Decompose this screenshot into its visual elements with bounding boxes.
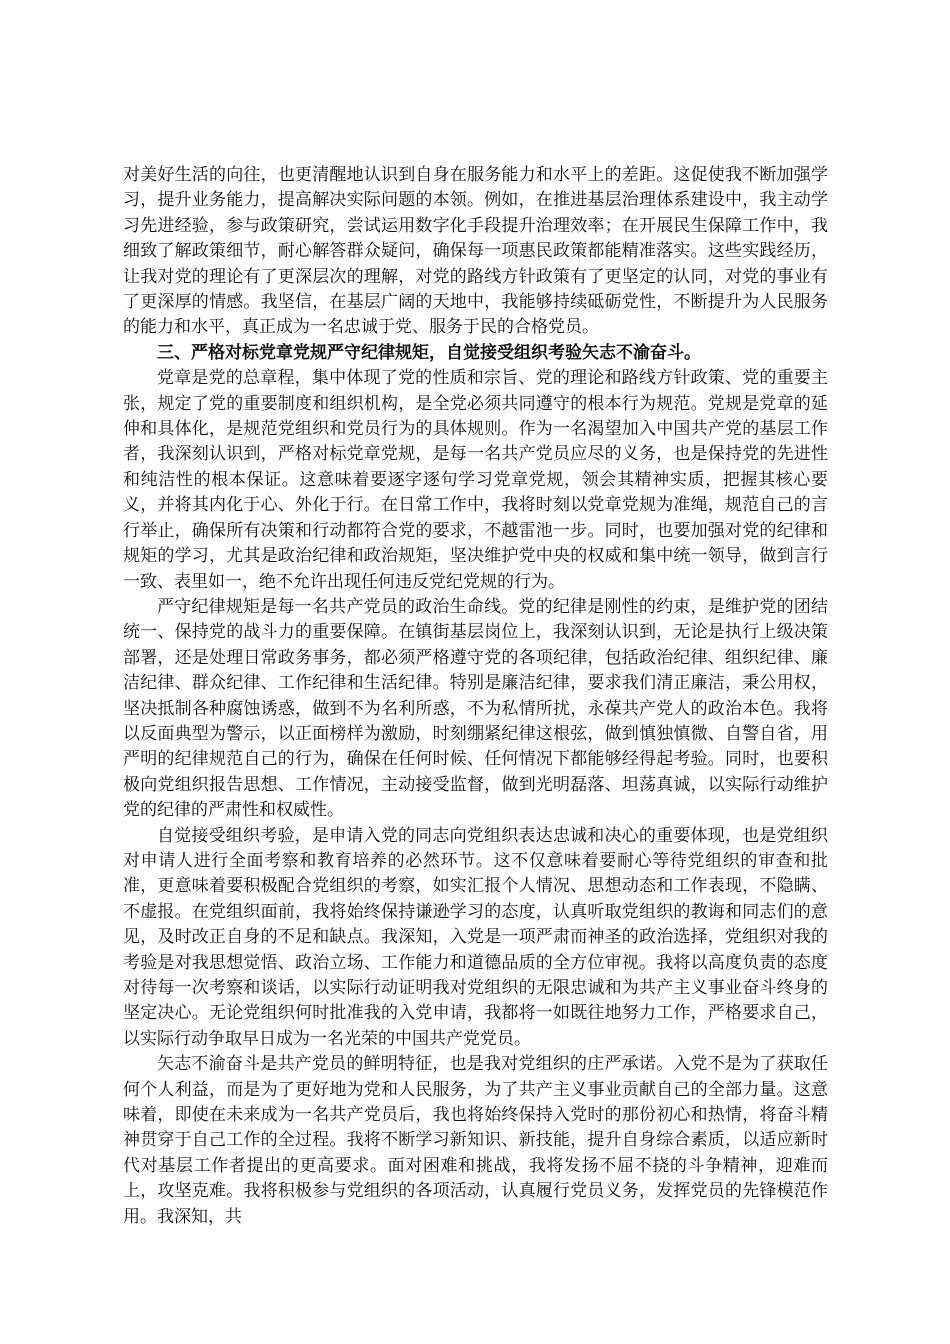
paragraph-continuation: 对美好生活的向往，也更清醒地认识到自身在服务能力和水平上的差距。这促使我不断加强学习，提升业务能力，提高解决实际问题的本领。例如，在推进基层治理体系建设中，我主动学习先进经验，参与政策研究，尝试运用数字化手段提升治理效率；在开展民生保障工作中，我细致了解政策细节，耐心解答群众疑问，确保每一项惠民政策都能精准落实。这些实践经历，让我对党的理论有了更深层次的理解，对党的路线方针政策有了更坚定的认同，对党的事业有了更深厚的情感。我坚信，在基层广阔的天地中，我能够持续砥砺党性，不断提升为人民服务的能力和水平，真正成为一名忠诚于党、服务于民的合格党员。: [123, 165, 828, 338]
paragraph-organization-test: 自觉接受组织考验，是申请入党的同志向党组织表达忠诚和决心的重要体现，也是党组织对申请人进行全面考察和教育培养的必然环节。这不仅意味着要耐心等待党组织的审查和批准，更意味着要积极配合党组织的考察，如实汇报个人情况、思想动态和工作表现，不隐瞒、不虚报。在党组织面前，我将始终保持谦逊学习的态度，认真听取党组织的教诲和同志们的意见，及时改正自身的不足和缺点。我深知，入党是一项严肃而神圣的政治选择，党组织对我的考验是对我思想觉悟、政治立场、工作能力和道德品质的全方位审视。我将以高度负责的态度对待每一次考察和谈话，以实际行动证明我对党组织的无限忠诚和为共产主义事业奋斗终身的坚定决心。无论党组织何时批准我的入党申请，我都将一如既往地努力工作，严格要求自己，以实际行动争取早日成为一名光荣的中国共产党党员。: [123, 825, 828, 1049]
section-heading: 三、严格对标党章党规严守纪律规矩，自觉接受组织考验矢志不渝奋斗。: [157, 342, 701, 363]
paragraph-discipline: 严守纪律规矩是每一名共产党员的政治生命线。党的纪律是刚性的约束，是维护党的团结统一、保持党的战斗力的重要保障。在镇街基层岗位上，我深刻认识到，无论是执行上级决策部署，还是处理日常政务事务，都必须严格遵守党的各项纪律，包括政治纪律、组织纪律、廉洁纪律、群众纪律、工作纪律和生活纪律。特别是廉洁纪律，要求我们清正廉洁，秉公用权，坚决抵制各种腐蚀诱惑，做到不为名利所惑，不为私情所扰，永葆共产党人的政治本色。我将以反面典型为警示，以正面榜样为激励，时刻绷紧纪律这根弦，做到慎独慎微、自警自省，用严明的纪律规范自己的行为，确保在任何时候、任何情况下都能够经得起考验。同时，也要积极向党组织报告思想、工作情况，主动接受监督，做到光明磊落、坦荡真诚，以实际行动维护党的纪律的严肃性和权威性。: [123, 596, 828, 821]
paragraph-unremitting-struggle: 矢志不渝奋斗是共产党员的鲜明特征，也是我对党组织的庄严承诺。入党不是为了获取任何个人利益，而是为了更好地为党和人民服务，为了共产主义事业贡献自己的全部力量。这意味着，即使在未来成为一名共产党员后，我也将始终保持入党时的那份初心和热情，将奋斗精神贯穿于自己工作的全过程。我将不断学习新知识、新技能，提升自身综合素质，以适应新时代对基层工作者提出的更高要求。面对困难和挑战，我将发扬不屈不挠的斗争精神，迎难而上，攻坚克难。我将积极参与党组织的各项活动，认真履行党员义务，发挥党员的先锋模范作用。我深知，共: [123, 1054, 828, 1227]
paragraph-party-constitution: 党章是党的总章程，集中体现了党的性质和宗旨、党的理论和路线方针政策、党的重要主张，规定了党的重要制度和组织机构，是全党必须共同遵守的根本行为规范。党规是党章的延伸和具体化，是规范党组织和党员行为的具体规则。作为一名渴望加入中国共产党的基层工作者，我深刻认识到，严格对标党章党规，是每一名共产党员应尽的义务，也是保持党的先进性和纯洁性的根本保证。这意味着要逐字逐句学习党章党规，领会其精神实质，把握其核心要义，并将其内化于心、外化于行。在日常工作中，我将时刻以党章党规为准绳，规范自己的言行举止，确保所有决策和行动都符合党的要求，不越雷池一步。同时，也要加强对党的纪律和规矩的学习，尤其是政治纪律和政治规矩，坚决维护党中央的权威和集中统一领导，做到言行一致、表里如一，绝不允许出现任何违反党纪党规的行为。: [123, 368, 828, 592]
document-page: [123, 163, 828, 1230]
